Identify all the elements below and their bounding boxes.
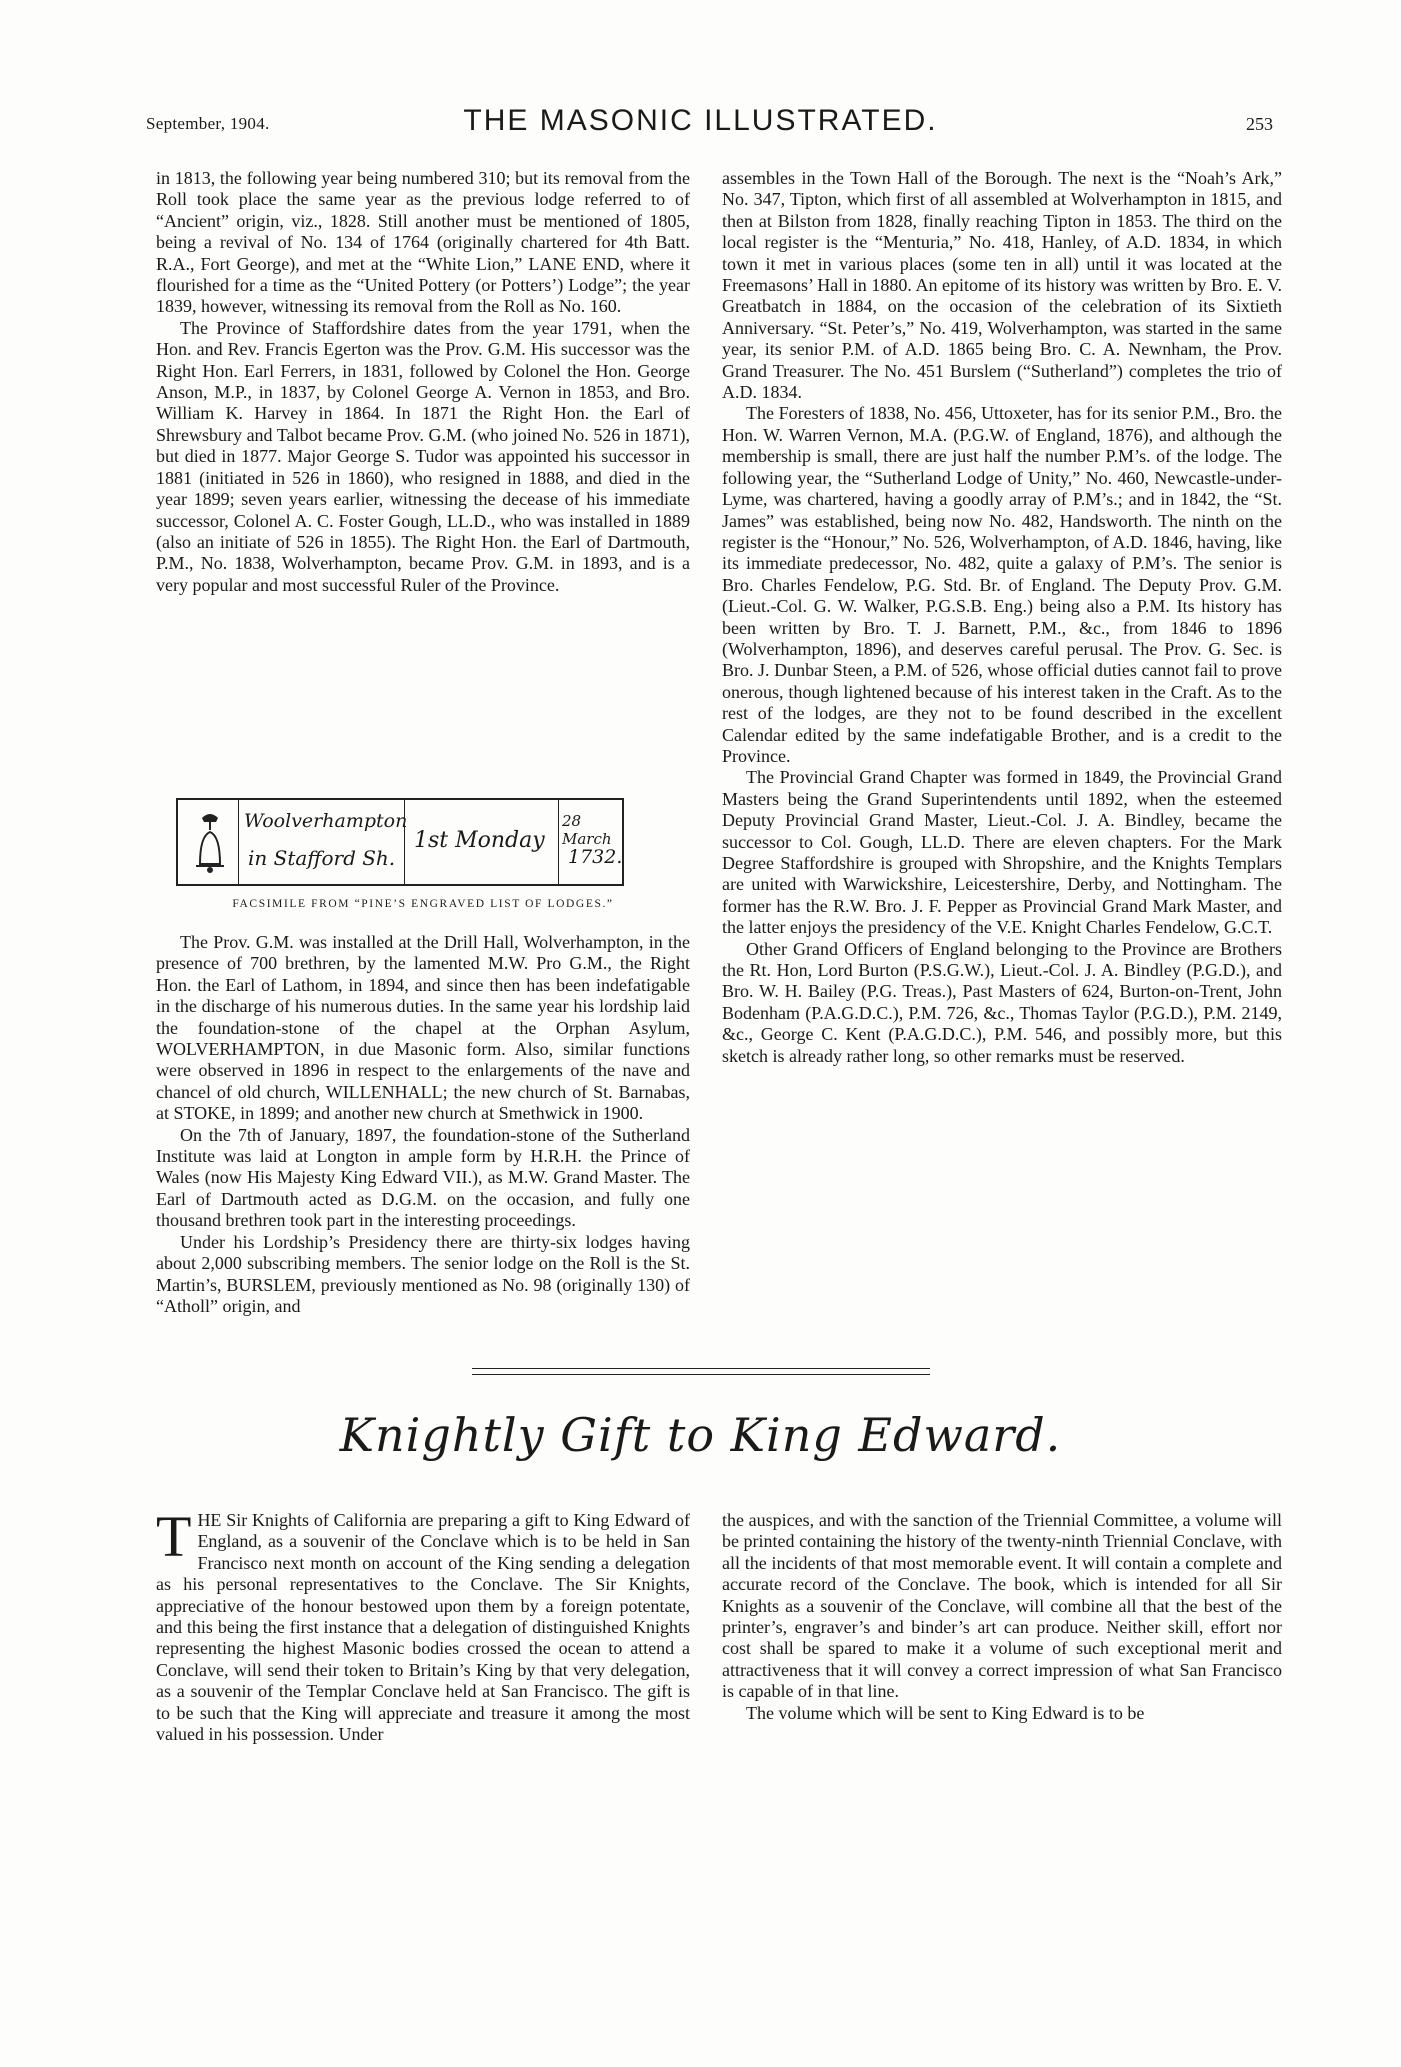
paragraph: The volume which will be sent to King Edward is to be [746, 1702, 1145, 1723]
section-divider-bottom [472, 1374, 930, 1375]
paragraph [156, 1504, 690, 1745]
page-number: 253 [1246, 114, 1273, 134]
lodge-facsimile [176, 798, 624, 886]
paragraph: The Prov. G.M. was installed at the Drill Hall, Wolverhampton, in the presence of 700 brethren, by the lamented M.W. Pro G.M., the Right Hon. the Earl of Lathom, in 1894, and since then has been indefatigable in the discharge of his numerous duties. In the same year his lordship laid the foundation-stone of the chapel at the Orphan Asylum, WOLVERHAMPTON, in due Masonic form. Also, similar functions were observed in 1896 in respect to the enlargements of the nave and chancel of old church, WILLENHALL; the new church of St. Barnabas, at STOKE, in 1899; and another new church at Smethwick in 1900. [156, 932, 690, 1124]
facsimile-county: in Stafford Sh. [248, 846, 396, 870]
paragraph: On the 7th of January, 1897, the foundation-stone of the Sutherland Institute was laid at Longton in ample form by H.R.H. the Prince of Wales (now His Majesty King Edward VII.), as M.W. Grand Master. The Earl of Dartmouth acted as D.G.M. on the occasion, and fully one thousand brethren took part in the interesting proceedings. [156, 1124, 690, 1231]
paragraph: Other Grand Officers of England belonging to the Province are Brothers the Rt. Hon, Lord Burton (P.S.G.W.), Lieut.-Col. J. A. Bindley (P.G.D.), and Bro. W. H. Bailey (P.G. Treas.), Past Masters of 624, Burton-on-Trent, John Bodenham (P.A.G.D.C.), P.M. 726, &c., Thomas Taylor (P.G.D.), P.M. 2149, &c., George C. Kent (P.A.G.D.C.), P.M. 546, and possibly more, but this sketch is already rather long, so other remarks must be reserved. [722, 938, 1282, 1066]
paragraph: The Provincial Grand Chapter was formed in 1849, the Provincial Grand Masters being the Grand Superintendents until 1892, when the esteemed Deputy Provincial Grand Master, Lieut.-Col. J. A. Bindley, became the successor to Col. Gough, LL.D. There are eleven chapters. For the Mark Degree Staffordshire is grouped with Shropshire, and the Knights Templars are united with Warwickshire, Leicestershire, Derby, and Nottingham. The former has the R.W. Bro. J. F. Pepper as Provincial Grand Mark Master, and the latter enjoys the presidency of the V.E. Knight Charles Fendelow, G.C.T. [722, 767, 1282, 938]
paragraph: assembles in the Town Hall of the Borough. The next is the “Noah’s Ark,” No. 347, Tipton, which first of all assembled at Wolverhampton in 1815, and then at Bilston from 1828, finally reaching Tipton in 1853. The third on the local register is the “Menturia,” No. 418, Hanley, of A.D. 1834, in which town it met in various places (some ten in all) until it was located at the Freemasons’ Hall in 1880. An epitome of its history was written by Bro. E. V. Greatbatch in 1884, on the occasion of the celebration of its Sixtieth Anniversary. “St. Peter’s,” No. 419, Wolverhampton, was started in the same year, its senior P.M. of A.D. 1865 being Bro. C. A. Newnham, the Prov. Grand Treasurer. The No. 451 Burslem (“Sutherland”) completes the trio of A.D. 1834. [722, 168, 1282, 403]
article-title: Knightly Gift to King Edward. [339, 1408, 1062, 1462]
facsimile-date: 28 March [562, 812, 612, 848]
facsimile-place: Woolverhampton [244, 810, 408, 832]
paragraph: the auspices, and with the sanction of the Triennial Committee, a volume will be printed containing the history of the twenty-ninth Triennial Conclave, with all the incidents of that most memorable event. It will contain a complete and accurate record of the Conclave. The book, which is intended for all Sir Knights as a souvenir of the Conclave, will combine all that the best of the printer’s, engraver’s and binder’s art can produce. Neither skill, effort nor cost shall be spared to make it a volume of such exceptional merit and attractiveness that it will convey a correct impression of what San Francisco is capable of in that line. [722, 1510, 1282, 1702]
paragraph: The Foresters of 1838, No. 456, Uttoxeter, has for its senior P.M., Bro. the Hon. W. Warren Vernon, M.A. (P.G.W. of England, 1876), and although the membership is small, there are just half the number P.M’s. of the lodge. The following year, the “Sutherland Lodge of Unity,” No. 460, Newcastle-under-Lyme, was chartered, having a goodly array of P.M’s.; and in 1842, the “St. James” was established, being now No. 482, Handsworth. The ninth on the register is the “Honour,” No. 526, Wolverhampton, of A.D. 1846, having, like its immediate predecessor, No. 482, quite a galaxy of P.M’s. The senior is Bro. Charles Fendelow, P.G. Std. Br. of England. The Deputy Prov. G.M. (Lieut.-Col. G. W. Walker, P.G.S.B. Eng.) being also a P.M. Its history has been written by Bro. T. J. Barnett, P.M., &c., from 1846 to 1896 (Wolverhampton, 1896), and deserves careful perusal. The Prov. G. Sec. is Bro. J. Dunbar Steen, a P.M. of 526, whose official duties cannot fail to prove onerous, though lightened because of his interest taken in the Craft. As to the rest of the lodges, are they not to be found described in the excellent Calendar edited by the same indefatigable Brother, and is a credit to the Province. [722, 403, 1282, 766]
paragraph: The Province of Staffordshire dates from the year 1791, when the Hon. and Rev. Francis Egerton was the Prov. G.M. His successor was the Right Hon. Earl Ferrers, in 1831, followed by Colonel the Hon. George Anson, M.P., in 1837, by Colonel George A. Vernon in 1853, and Bro. William K. Harvey in 1864. In 1871 the Right Hon. the Earl of Shrewsbury and Talbot became Prov. G.M. (who joined No. 526 in 1871), but died in 1877. Major George S. Tudor was appointed his successor in 1881 (initiated in 526 in 1860), who resigned in 1888, and died in the year 1899; seven years earlier, witnessing the decease of his immediate successor, Colonel A. C. Foster Gough, LL.D., who was installed in 1889 (also an initiate of 526 in 1855). The Right Hon. the Earl of Dartmouth, P.M., No. 1838, Wolverhampton, became Prov. G.M. in 1893, and is a very popular and most successful Ruler of the Province. [156, 317, 690, 595]
bell-emblem-icon [192, 808, 228, 878]
page-header [0, 104, 1401, 144]
facsimile-meeting-day: 1st Monday [414, 828, 545, 853]
article-right-column [722, 1510, 1282, 1724]
facsimile-year: 1732. [568, 846, 623, 868]
article-left-column [156, 1504, 690, 1745]
paragraph: Under his Lordship’s Presidency there are thirty-six lodges having about 2,000 subscribing members. The senior lodge on the Roll is the St. Martin’s, BURSLEM, previously mentioned as No. 98 (originally 130) of “Atholl” origin, and [156, 1231, 690, 1316]
left-column-top [156, 168, 690, 596]
paragraph-text: HE Sir Knights of California are preparing a gift to King Edward of England, as a souvenir of the Conclave which is to be held in San Francisco next month on account of the King sending a delegation as his personal representatives to the Conclave. The Sir Knights, appreciative of the honour bestowed upon them by a foreign potentate, and this being the first instance that a delegation of distinguished Knights representing the highest Masonic bodies crossed the ocean to attend a Conclave, will send their token to Britain’s King by that very delegation, as a souvenir of the Templar Conclave held at San Francisco. The gift is to be such that the King will appreciate and treasure it among the most valued in his possession. Under [156, 1510, 690, 1745]
left-column-middle [156, 932, 690, 1317]
issue-date: September, 1904. [146, 114, 270, 133]
paragraph: in 1813, the following year being numbered 310; but its removal from the Roll took place the same year as the previous lodge referred to of “Ancient” origin, viz., 1828. Still another must be mentioned of 1805, being a revival of No. 134 of 1764 (originally chartered for 4th Batt. R.A., Fort George), and met at the “White Lion,” LANE END, where it flourished for a time as the “United Pottery (or Potters’) Lodge”; the year 1839, however, witnessing its removal from the Roll as No. 160. [156, 168, 690, 317]
section-divider-top [472, 1368, 930, 1369]
right-column-top [722, 168, 1282, 1067]
drop-cap: T [156, 1504, 192, 1569]
publication-title: THE MASONIC ILLUSTRATED. [463, 104, 938, 137]
facsimile-caption: FACSIMILE FROM “PINE’S ENGRAVED LIST OF LODGES.” [232, 898, 614, 910]
